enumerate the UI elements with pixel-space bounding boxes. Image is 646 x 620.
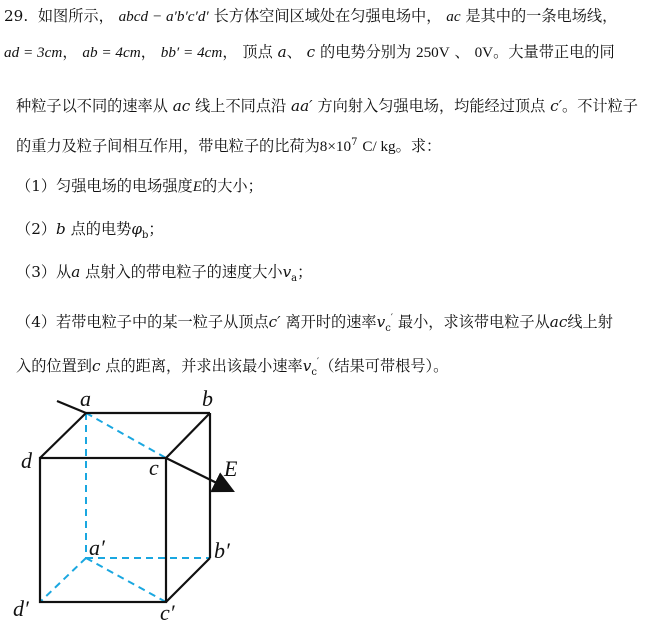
problem-line-1: 29. 如图所示， abcd − a′b′c′d′ 长方体空间区域处在匀强电场中， ac 是其中的一条电场线， [4,7,618,25]
label-d-prime: d′ [13,596,29,620]
edge-d-a [40,413,86,458]
question-1: （1）匀强电场的电场强度E的大小； [16,177,263,195]
label-d: d [21,448,32,473]
cuboid-figure [0,380,646,620]
problem-line-4: 的重力及粒子间相互作用，带电粒子的比荷为$8\times 10^7$ C/ kg。求： [16,137,442,155]
question-4: （4）若带电粒子中的某一粒子从顶点c′ 离开时的速率$v_c'$ 最小，求该带电粒子从ac线上射 [16,313,613,334]
label-c: c [149,455,159,480]
label-a-prime: a′ [89,535,105,560]
label-E: E [224,456,238,481]
visible-edges [40,401,231,602]
edge-aprime-dprime [40,558,86,602]
front-face [40,458,166,602]
problem-line-3: 种粒子以不同的速率从 ac 线上不同点沿 aa′ 方向射入匀强电场，均能经过顶点 c′。不计粒子 [16,97,638,115]
edge-b-c [166,413,210,458]
question-2: （2）b 点的电势$\varphi_b$； [16,220,164,241]
label-a: a [80,386,91,411]
label-b-prime: b′ [214,538,230,563]
question-4-cont: 入的位置到c 点的距离，并求出该最小速率$v_c'$（结果可带根号）。 [16,357,449,378]
question-3: （3）从a 点射入的带电粒子的速度大小$v_a$； [16,263,313,284]
hidden-edges [40,413,210,602]
edge-bprime-cprime [166,558,210,602]
edge-aprime-cprime [86,558,166,602]
edge-a-c [86,413,166,458]
problem-line-2: ad = 3cm， ab = 4cm， bb′ = 4cm， 顶点 a、 c 的电势分别为 250V 、 0V。大量带正电的同 [4,43,615,61]
label-c-prime: c′ [160,600,175,620]
label-b: b [202,386,213,411]
field-arrow-E [166,458,231,490]
